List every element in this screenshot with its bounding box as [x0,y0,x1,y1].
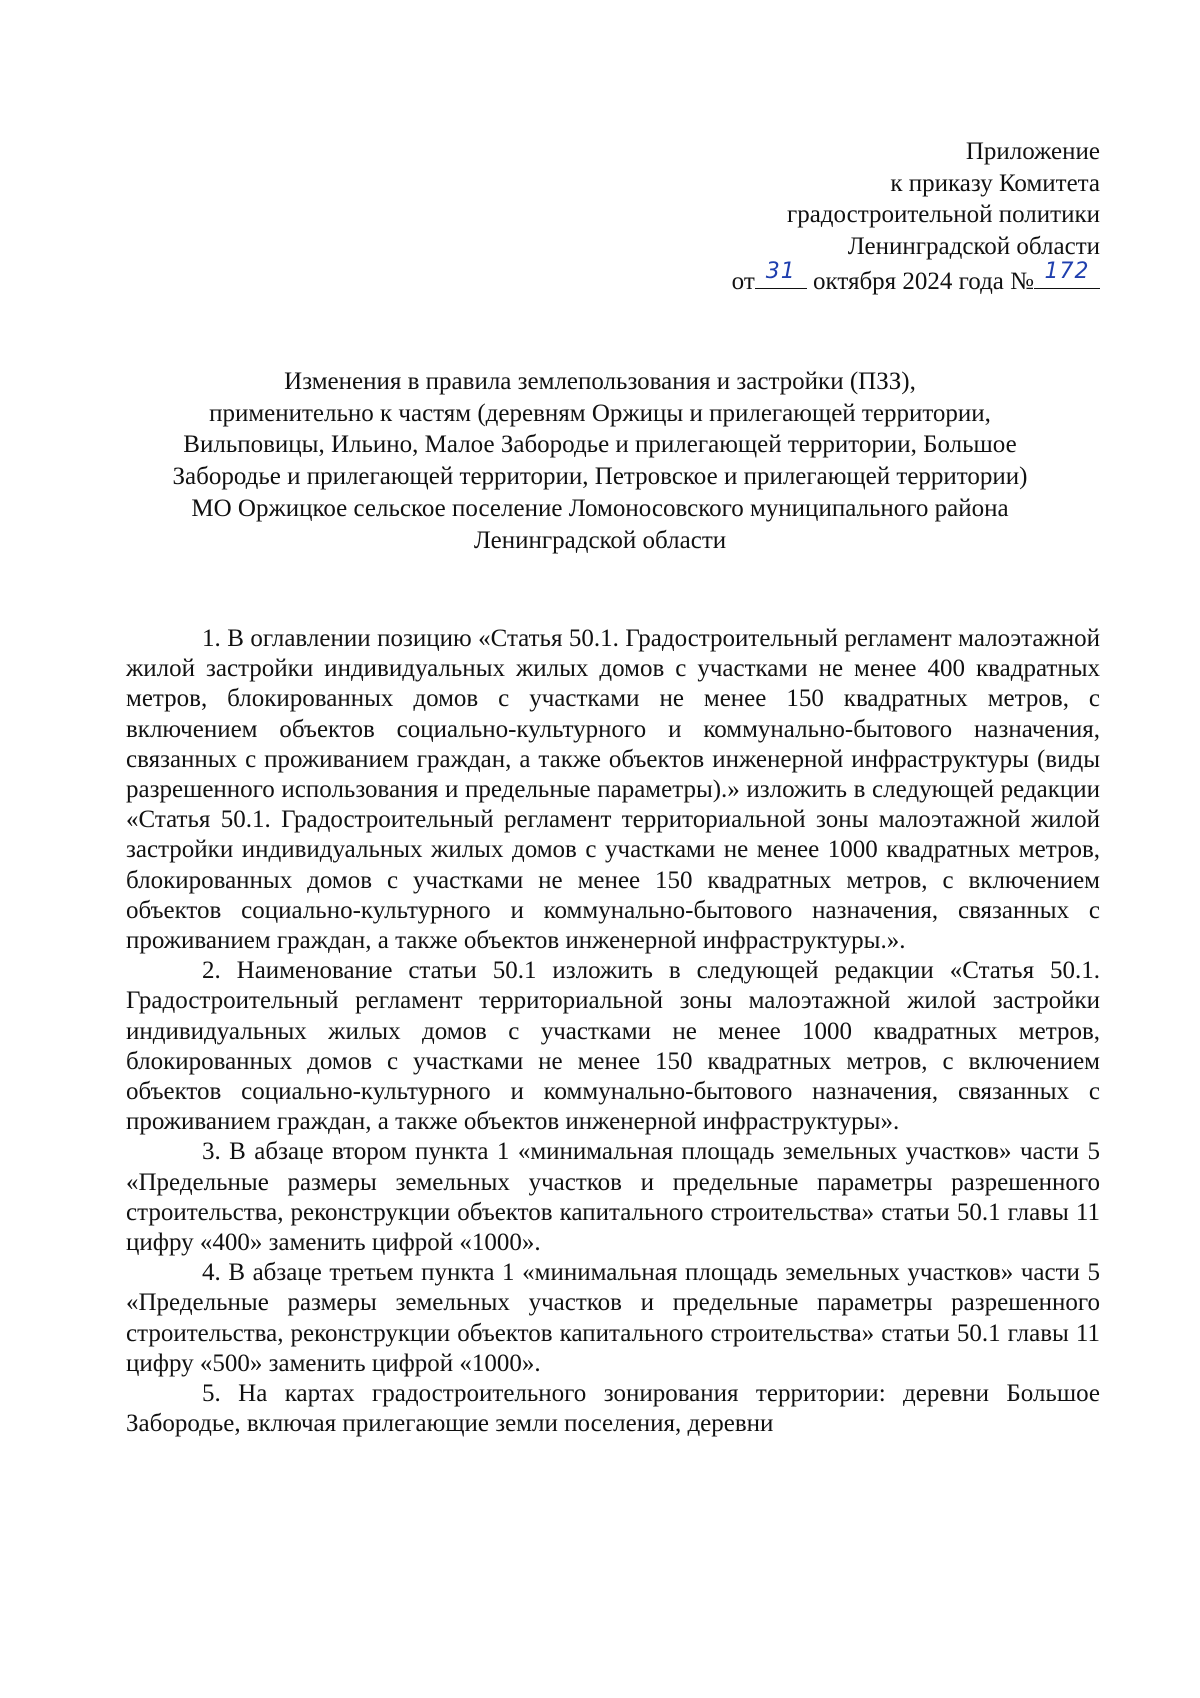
handwritten-order-number: 172 [1044,258,1090,284]
date-middle: октября 2024 года № [813,268,1034,295]
order-number-blank [1034,258,1100,289]
paragraph-5: 5. На картах градостроительного зонирования территории: деревни Большое Забородье, включая прилегающие земли поселения, деревни [126,1380,1100,1438]
paragraph-3: 3. В абзаце втором пункта 1 «минимальная площадь земельных участков» части 5 «Предельные размеры земельных участков и предельные параметры разрешенного строительства, реконструкции объектов капитального строительства» статьи 50.1 главы 11 цифру «400» заменить цифрой «1000». [126,1138,1100,1257]
header-line-appendix: Приложение [965,138,1100,165]
title-line: Вильповицы, Ильино, Малое Забородье и прилегающей территории, Большое [183,431,1017,459]
appendix-header [732,136,1100,298]
date-day-blank [755,258,807,289]
paragraph-1: 1. В оглавлении позицию «Статья 50.1. Градостроительный регламент малоэтажной жилой застройки индивидуальных жилых домов с участками не менее 400 квадратных метров, блокированных домов с участками не менее 150 квадратных метров, с включением объектов социально-культурного и коммунально-бытового назначения, связанных с проживанием граждан, а также объектов инженерной инфраструктуры (виды разрешенного использования и предельные параметры).» изложить в следующей редакции «Статья 50.1. Градостроительный регламент территориальной зоны малоэтажной жилой застройки индивидуальных жилых домов с участками не менее 1000 квадратных метров, блокированных домов с участками не менее 150 квадратных метров, с включением объектов социально-культурного и коммунально-бытового назначения, связанных с проживанием граждан, а также объектов инженерной инфраструктуры.». [126,625,1100,955]
header-line-region: Ленинградской области [847,232,1100,260]
title-line: Забородье и прилегающей территории, Петровское и прилегающей территории) [172,463,1028,491]
header-line-order: к приказу Комитета [890,169,1100,197]
title-line: Изменения в правила землепользования и застройки (ПЗЗ), [284,368,916,395]
title-line: Ленинградской области [473,526,727,554]
document-title [100,366,1100,556]
title-line: применительно к частям (деревням Оржицы и прилегающей территории, [209,399,991,427]
handwritten-day: 31 [765,258,796,284]
document-body [126,624,1100,1439]
paragraph-4: 4. В абзаце третьем пункта 1 «минимальная площадь земельных участков» части 5 «Предельные размеры земельных участков и предельные параметры разрешенного строительства, реконструкции объектов капитального строительства» статьи 50.1 главы 11 цифру «500» заменить цифрой «1000». [126,1259,1100,1377]
header-line-committee: градостроительной политики [786,201,1100,228]
title-line: МО Оржицкое сельское поселение Ломоносовского муниципального района [191,494,1009,522]
header-date-line [731,258,1100,298]
paragraph-2: 2. Наименование статьи 50.1 изложить в следующей редакции «Статья 50.1. Градостроительный регламент территориальной зоны малоэтажной жилой застройки индивидуальных жилых домов с участками не менее 1000 квадратных метров, блокированных домов с участками не менее 150 квадратных метров, с включением объектов социально-культурного и коммунально-бытового назначения, связанных с проживанием граждан, а также объектов инженерной инфраструктуры». [126,957,1100,1136]
date-prefix: от [731,268,755,295]
